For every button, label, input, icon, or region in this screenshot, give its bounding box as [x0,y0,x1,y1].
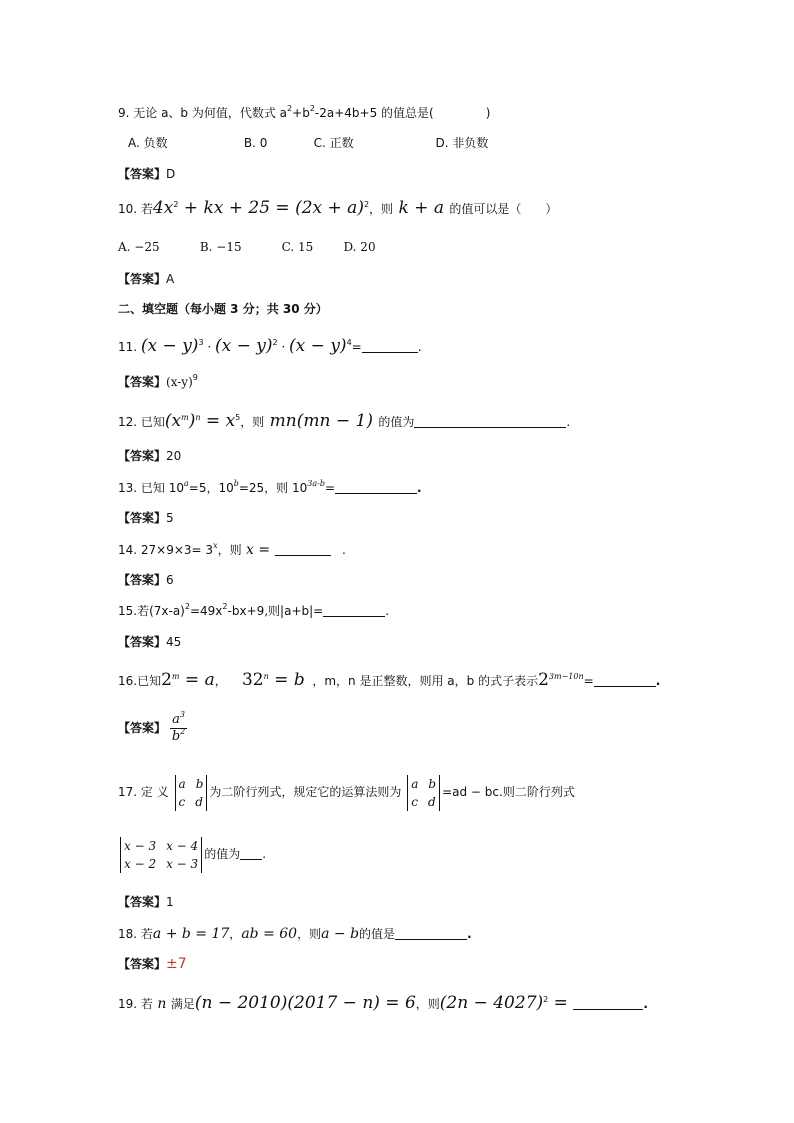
q10-text: 的值可以是（ ） [449,202,558,216]
denominator-sup: 2 [180,727,186,736]
q17-text: =ad − bc.则二阶行列式 [442,785,575,799]
q16-sup: n [263,672,269,681]
question-12 [118,413,570,430]
q18-text: ， [229,927,242,941]
q9-option-a: A. 负数 [128,136,168,150]
q11-math: (x − y) [140,336,199,356]
q11-math: = [351,340,362,354]
answer-label: 【答案】 [118,895,167,909]
q15-sup: 2 [222,602,228,611]
answer-blank [362,340,418,353]
q15-sup: 2 [184,602,190,611]
det-cell: x − 2 [124,856,157,871]
q18-math: a + b = 17 [152,926,230,942]
q19-math: = [548,993,574,1013]
q11-text: . [417,340,422,354]
answer-label: 【答案】 [118,721,167,735]
q18-text: 18. 若 [118,927,153,941]
q12-math: ) [188,411,196,431]
question-17 [118,772,575,812]
q9-answer [118,166,175,182]
q16-text: ，m，n 是正整数，则用 a，b 的式子表示 [312,674,539,688]
answer-blank [240,847,262,860]
det-cell: d [427,794,436,809]
q12-math: = x [200,411,236,431]
q13-sup: a [183,479,189,488]
det-cell: c [178,794,186,809]
det-cell: b [428,776,437,791]
fraction-denominator [170,729,187,745]
q12-math: mn(mn − 1) [264,411,379,431]
q13-text: 13. 已知 10 [118,481,184,495]
q13-answer [118,510,174,526]
q11-math: · [277,340,290,354]
q14-math: x = [241,542,275,558]
q16-math: = a [179,670,215,690]
answer-label: 【答案】 [118,375,167,389]
answer-blank [323,604,385,617]
q17-text: 的值为 [204,847,241,861]
answer-label: 【答案】 [118,957,167,971]
q19-text: . [643,997,648,1011]
q10-option-a: A. −25 [118,240,160,254]
q19-sup: 2 [543,995,549,1004]
q13-text: =25，则 10 [238,481,308,495]
q10-text: ，则 [369,202,394,216]
q12-sup: m [181,413,189,422]
det-cell: c [411,794,418,809]
q13-text: = [324,481,336,495]
answer-label: 【答案】 [118,635,167,649]
q19-text: 19. 若 [118,997,153,1011]
det-cell: d [195,794,203,809]
q11-text: 11. [118,340,138,354]
q11-sup: 2 [272,338,278,347]
q16-text: ， [214,674,227,688]
question-13 [118,480,422,496]
q18-text: . [467,927,472,941]
q16-sup: 3m−10n [548,672,584,681]
answer-blank [335,481,417,494]
q12-text: ，则 [240,415,265,429]
q10-sup: 2 [173,200,179,209]
q14-text: . [342,543,346,557]
q19-math: (2n − 4027) [439,993,544,1013]
q19-math: (n − 2010)(2017 − n) = 6 [194,993,416,1013]
determinant-2 [407,775,440,811]
question-10 [118,200,557,217]
q15-answer [118,634,181,650]
q9-text: ) [485,106,491,120]
denominator-base: b [171,729,181,744]
question-19 [118,995,648,1012]
q9-text: +b [292,106,310,120]
q11-sup: 4 [346,338,352,347]
answer-value: D [166,167,176,181]
answer-blank [573,997,643,1010]
q9-option-c: C. 正数 [313,136,354,150]
q10-math: k + a [393,198,450,218]
q9-option-b: B. 0 [243,136,268,150]
answer-blank [594,674,656,687]
q18-text: ，则 [297,927,322,941]
q14-answer [118,572,174,588]
q9-text: -2a+4b+5 的值总是( [314,106,434,120]
det-cell: x − 4 [166,838,199,853]
q19-text: 满足 [170,997,195,1011]
q13-sup: b [233,479,239,488]
q10-math: 4x [152,198,174,218]
q9-options [128,135,488,151]
q17-text: 为二阶行列式，规定它的运算法则为 [209,785,402,799]
answer-value: 6 [166,573,174,587]
answer-label: 【答案】 [118,511,167,525]
determinant-1 [175,775,208,811]
q10-option-c: C. 15 [281,240,314,254]
q15-text: . [385,604,390,618]
q11-sup: 3 [198,338,204,347]
answer-value: ±7 [166,956,187,972]
question-14 [118,542,346,558]
q9-option-d: D. 非负数 [435,136,489,150]
answer-label: 【答案】 [118,272,167,286]
det-cell: a [178,776,186,791]
q10-answer [118,271,174,287]
q12-answer [118,448,181,464]
q13-text: . [417,481,422,495]
q16-text: 16.已知 [118,674,162,688]
answer-value: 5 [166,511,174,525]
q16-answer [118,708,187,748]
q18-answer [118,956,187,972]
q13-text: =5，10 [188,481,234,495]
q10-math: + kx + 25 = [178,198,296,218]
q16-math: 32 [241,670,264,690]
answer-label: 【答案】 [118,449,167,463]
question-16 [118,672,660,689]
q10-sup: 2 [363,200,370,209]
q16-math: = [583,674,594,688]
q16-sup: m [171,672,180,681]
answer-label: 【答案】 [118,573,167,587]
answer-value: 1 [166,895,174,909]
q17-text: . [262,847,267,861]
q14-text: 14. 27×9×3= 3 [118,543,214,557]
numerator-base: a [172,712,180,727]
answer-blank [395,927,467,940]
q16-math: = b [268,670,305,690]
q10-options [118,239,376,255]
q19-math: n [152,996,171,1012]
q17-answer [118,894,174,910]
q9-sup: 2 [309,104,315,113]
section-title: 二、填空题（每小题 3 分；共 30 分） [118,302,328,316]
answer-value: 45 [166,635,182,649]
q11-math: (x − y) [289,336,347,356]
question-9 [118,105,490,121]
q10-math: (2x + a) [295,198,364,218]
q16-math: 2 [161,670,172,690]
q10-text: 10. 若 [118,202,153,216]
q16-math: 2 [538,670,549,690]
det-cell: b [195,776,204,791]
question-11 [118,338,422,355]
q9-text: 9. 无论 a、b 为何值，代数式 a [118,106,288,120]
q12-text: 的值为 [378,415,415,429]
answer-value: (x-y) [166,375,193,389]
q18-math: ab = 60 [241,926,298,942]
q13-sup: 3a-b [307,479,325,488]
q12-text: 12. 已知 [118,415,165,429]
q15-text: =49x [189,604,223,618]
q15-text: -bx+9,则|a+b|= [227,604,324,618]
answer-value: 20 [166,449,182,463]
q11-math: (x − y) [214,336,273,356]
q11-math: · [203,340,215,354]
q17-text: 17. 定 义 [118,785,169,799]
det-cell: a [411,776,419,791]
question-17-cont [118,832,266,876]
q10-option-d: D. 20 [343,240,376,254]
numerator-sup: 3 [179,710,185,719]
answer-value: A [166,272,175,286]
q12-math: (x [164,411,182,431]
q12-sup: n [195,413,201,422]
answer-fraction [170,712,187,745]
q15-text: 15.若(7x-a) [118,604,185,618]
question-18 [118,926,472,942]
q10-option-b: B. −15 [199,240,242,254]
q14-text: ，则 [217,543,242,557]
q11-answer [118,374,198,390]
q16-text: . [655,674,661,688]
q19-text: ，则 [415,997,440,1011]
answer-blank [414,415,566,428]
det-cell: x − 3 [124,838,157,853]
q14-sup: x [213,541,218,550]
answer-label: 【答案】 [118,167,167,181]
determinant-3 [120,837,202,873]
q9-sup: 2 [287,104,293,113]
det-cell: x − 3 [166,856,199,871]
q12-sup: 5 [235,413,241,422]
answer-blank [275,543,331,556]
q18-text: 的值是 [359,927,396,941]
q12-text: . [566,415,571,429]
question-15 [118,603,389,619]
q18-math: a − b [321,926,360,942]
answer-sup: 9 [192,373,198,382]
